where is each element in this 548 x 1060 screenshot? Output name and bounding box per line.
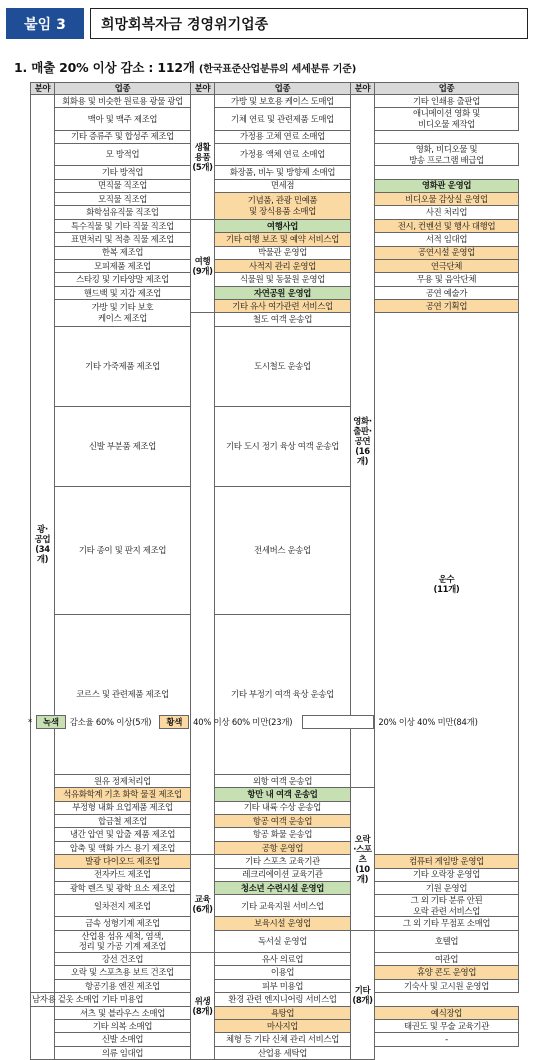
industry-label: 면세점 [270,180,295,191]
category-cell [191,855,215,953]
col-header-industry: 업종 [375,83,519,95]
industry-cell [215,993,351,1006]
table-row [31,881,519,894]
legend-green-swatch: 녹색 [36,715,66,729]
industry-cell [375,1033,519,1046]
col-header-category: 분야 [351,83,375,95]
industry-label: 전시, 컨벤션 및 행사 대행업 [397,220,496,231]
industry-cell [55,300,191,327]
industry-cell [55,108,191,130]
category-cell [191,219,215,313]
industry-label: 서적 임대업 [425,234,468,244]
industry-cell [215,614,351,774]
industry-label: 금속 성형기계 제조업 [85,918,160,929]
industry-label: 자연공원 운영업 [253,287,312,298]
category-label: 오락 [354,834,371,845]
col-header-industry: 업종 [215,83,351,95]
industry-cell [55,979,191,992]
industry-label: 항공 여객 운송업 [252,815,313,826]
industry-label: 기타 부정기 여객 육상 운송업 [231,689,334,700]
industry-label: 가정용 액체 연료 소매업 [240,149,325,160]
table-row [31,855,519,868]
industry-cell [215,979,351,992]
industry-label: 발광 다이오드 제조업 [85,856,160,867]
industry-label: 기타 오락장 운영업 [412,869,481,880]
industry-label: 냉간 압연 및 압출 제품 제조업 [69,829,176,840]
industry-cell [55,881,191,894]
table-row [31,179,519,192]
industry-cell [55,206,191,219]
industry-cell [55,259,191,272]
category-label: (5개) [192,161,213,172]
table-body [31,95,519,1060]
industry-label: 박물관 운영업 [257,247,308,258]
industry-cell [215,788,351,801]
industry-label: 공연시설 운영업 [418,247,475,258]
table-row [31,219,519,232]
industry-cell [215,930,351,952]
industry-label: 그 외 기타 분류 안된 [410,895,483,906]
category-label: 운수 [438,573,455,584]
industry-cell [55,486,191,614]
industry-label: 가방 및 보호용 케이스 도매업 [231,95,334,106]
industry-cell [215,895,351,917]
industry-cell [375,206,519,219]
industry-cell [375,219,519,232]
category-label: ·스포 [353,844,372,855]
industry-cell [55,326,191,406]
industry-label: 핸드백 및 지갑 제조업 [83,287,162,298]
industry-cell [215,1046,351,1059]
category-label: 공업 [34,533,51,544]
industry-cell [215,406,351,486]
legend-orange-text: 40% 이상 60% 미만(23개) [193,717,293,727]
industry-label: 컴퓨터 게임방 운영업 [409,856,484,867]
industry-cell [375,300,519,313]
legend-orange-swatch: 황색 [159,715,189,729]
category-label: (8개) [192,1006,213,1017]
legend-green-text: 감소율 60% 이상(5개) [69,717,152,727]
industry-label: 철도 여객 운송업 [252,314,313,325]
industry-label: 예식장업 [430,1007,463,1018]
industry-cell [375,895,519,917]
category-label: (16개) [355,446,370,467]
category-label: 기타 [354,985,371,996]
industry-cell [215,246,351,259]
industry-cell [215,300,351,313]
industry-cell [215,219,351,232]
industry-cell [215,130,351,143]
header [6,8,528,39]
category-cell [31,1006,55,1060]
industry-label: 비디오물 감상실 운영업 [405,193,488,204]
category-cell [375,313,519,855]
category-label: 츠 [358,854,367,865]
industry-label: 기타 증류주 및 합성주 제조업 [71,131,174,142]
table-row [31,259,519,272]
industry-label: 케이스 제조업 [97,312,148,323]
category-label: 위생 [194,996,211,1007]
industry-cell [215,143,351,165]
category-label: 여행 [194,256,211,267]
industry-cell [215,95,351,108]
industry-label: 모직물 직조업 [97,193,148,204]
industry-cell [375,868,519,881]
industry-cell [215,917,351,930]
industry-label: 남자용 겉옷 소매업 [32,994,100,1005]
industry-label: 기타 인쇄용 출판업 [412,95,481,106]
industry-label: 여행사업 [266,220,299,231]
industry-label: 의류 임대업 [101,1047,144,1058]
industry-cell [55,895,191,917]
industry-cell [215,108,351,130]
industry-label: 산업용 세탁업 [257,1047,308,1058]
industry-label: 그 외 기타 무점포 소매업 [402,918,491,929]
industry-cell [215,166,351,179]
category-label: 용품 [194,151,211,162]
industry-label: 휴양 콘도 운영업 [416,967,477,978]
industry-label: 모피제품 제조업 [94,260,151,271]
industry-cell [215,286,351,299]
industry-label: 영화관 운영업 [421,180,472,191]
category-label: (10개) [355,864,370,885]
table-row [31,286,519,299]
industry-cell [55,1033,191,1046]
industry-cell [55,966,191,979]
category-cell [351,788,375,931]
table-row [31,143,519,165]
industry-cell [375,930,519,952]
industry-label: 석유화학계 기초 화학 물질 제조업 [63,789,182,800]
industry-label: 합금철 제조업 [97,815,148,826]
industry-cell [215,801,351,814]
industry-label: 기타 여행 보조 및 예약 서비스업 [225,234,340,244]
industry-label: 애니메이션 영화 및 [412,108,481,119]
industry-cell [375,1020,519,1033]
industry-label: 기타 교육지원 서비스업 [241,900,324,911]
industry-label: 한복 제조업 [101,247,144,258]
attachment-badge: 붙임 3 [6,8,84,39]
legend-star: * [28,717,32,727]
industry-cell [375,233,519,246]
industry-cell [55,814,191,827]
industry-cell [375,286,519,299]
table-row [31,192,519,205]
table-row [31,966,519,979]
industry-cell [375,273,519,286]
category-label: (8개) [352,995,373,1006]
category-label: 공연 [354,436,371,447]
section-heading [14,58,356,76]
industry-label: 환경 관련 엔지니어링 서비스업 [228,994,337,1005]
industry-label: 및 장식용품 소매업 [248,205,317,216]
industry-cell [375,966,519,979]
industry-label: 유사 의료업 [261,953,304,964]
table-row [31,246,519,259]
industry-label: 산업용 섬유 세척, 염색, [81,930,164,941]
industry-cell [215,774,351,787]
industry-cell [375,143,519,165]
industry-cell [55,273,191,286]
industry-cell [215,192,351,219]
industry-label: 공항 운영업 [261,842,304,853]
category-label: (6개) [192,903,213,914]
industry-label: 원유 정제처리업 [94,775,151,786]
industry-cell [55,143,191,165]
industry-cell [55,219,191,232]
industry-cell [55,868,191,881]
industry-label: 전세버스 운송업 [254,545,311,556]
industry-cell [375,855,519,868]
table-row [31,273,519,286]
industry-cell [55,130,191,143]
col-header-category: 분야 [31,83,55,95]
table-row [31,166,519,179]
industry-label: 기타 방적업 [101,167,144,178]
industry-cell [375,192,519,205]
industry-label: - [445,1034,448,1045]
table-row [31,95,519,108]
table-row [31,1006,519,1019]
legend [28,715,478,729]
industry-cell [55,1046,191,1059]
industry-label: 정리 및 가공 기계 제조업 [78,941,167,952]
category-label: 생활 [194,141,211,152]
industry-label: 가정용 고체 연료 소매업 [240,131,325,142]
industry-cell [215,233,351,246]
category-cell [351,95,375,788]
industry-label: 연극단체 [430,260,463,271]
industry-label: 사적지 관리 운영업 [248,260,317,271]
table-row [31,233,519,246]
industry-label: 강선 건조업 [101,953,144,964]
industry-label: 도시철도 운송업 [254,361,311,372]
industry-cell [215,828,351,841]
industry-cell [55,166,191,179]
table-header-row [31,83,519,95]
industry-cell [55,192,191,205]
industry-label: 사진 처리업 [425,207,468,218]
section-heading-main: 1. 매출 20% 이상 감소 : 112개 [14,60,195,75]
category-cell [191,95,215,220]
industry-label: 기원 운영업 [425,882,468,893]
industry-cell [215,841,351,854]
industry-cell [55,917,191,930]
industry-label: 기숙사 및 고시원 운영업 [404,980,489,991]
legend-white-text: 20% 이상 40% 미만(84개) [378,717,478,727]
table-row [31,930,519,952]
industry-cell [215,868,351,881]
industry-label: 욕탕업 [270,1007,295,1018]
industry-label: 공연 기획업 [425,300,468,311]
industry-cell [215,486,351,614]
industry-cell [55,1020,191,1033]
category-label: 출판· [353,426,372,437]
industry-label: 신발 부분품 제조업 [88,440,157,451]
industry-cell [55,774,191,787]
industry-label: 모 방적업 [105,149,140,160]
industry-cell [215,881,351,894]
industry-cell [55,95,191,108]
industry-cell [375,1006,519,1019]
industry-cell [215,1020,351,1033]
industry-label: 식물원 및 동물원 운영업 [240,274,325,285]
industry-label: 무용 및 음악단체 [416,274,477,285]
industry-label: 방송 프로그램 배급업 [409,154,484,165]
industry-cell [375,979,519,992]
industry-label: 부정형 내화 요업제품 제조업 [72,802,173,813]
industry-label: 기타 의복 소매업 [92,1020,153,1031]
industry-label: 체형 등 기타 신체 관리 서비스업 [225,1034,340,1045]
industry-cell [215,259,351,272]
section-heading-sub: (한국표준산업분류의 세세분류 기준) [198,64,357,75]
category-cell [191,953,215,1060]
industry-label: 기타 미용업 [101,994,144,1005]
category-cell [191,313,215,855]
industry-label: 마사지업 [266,1020,299,1031]
table-row [31,300,519,313]
industry-label: 외항 여객 운송업 [252,775,313,786]
industry-label: 코르스 및 관련제품 제조업 [76,689,169,700]
industry-label: 청소년 수련시설 운영업 [240,882,325,893]
industry-cell [215,855,351,868]
industry-label: 셔츠 및 블라우스 소매업 [80,1007,165,1018]
industry-cell [55,1006,191,1019]
table-row [31,108,519,130]
industry-label: 항만 내 여객 운송업 [247,789,318,800]
industry-label: 회화용 및 비슷한 원료용 광물 광업 [62,95,183,106]
industry-label: 이용업 [270,967,295,978]
legend-white-swatch [302,715,374,729]
col-header-category: 분야 [191,83,215,95]
industry-label: 기타 도시 정기 육상 여객 운송업 [225,440,340,451]
industry-label: 보육시설 운영업 [254,918,311,929]
industry-cell [215,1006,351,1019]
industry-label: 레크리에이션 교육기관 [242,869,323,880]
industry-label: 오락 관련 서비스업 [412,905,481,916]
category-label: 교육 [194,893,211,904]
industry-label: 공연 예술가 [425,287,468,298]
industry-cell [375,179,519,192]
industry-label: 독서실 운영업 [257,936,308,947]
table-row [31,895,519,917]
industry-cell [375,881,519,894]
industry-label: 압축 및 액화 가스 용기 제조업 [69,842,176,853]
table-row [31,917,519,930]
industry-cell [55,614,191,774]
industry-label: 피부 미용업 [261,980,304,991]
industry-cell [55,788,191,801]
category-label: (34개) [35,543,50,564]
industry-cell [215,953,351,966]
industry-cell [215,966,351,979]
industry-cell [55,246,191,259]
industry-cell [375,917,519,930]
industry-cell [55,828,191,841]
industry-label: 오락 및 스포츠용 보트 건조업 [71,967,174,978]
industry-label: 표면처리 및 적층 직물 제조업 [71,234,174,244]
industry-label: 특수직물 및 기타 직물 직조업 [71,220,174,231]
industry-cell [55,930,191,952]
industry-cell [55,855,191,868]
table-row [31,1020,519,1033]
industry-cell [55,841,191,854]
industry-cell [31,993,100,1006]
industry-label: 기타 종이 및 판지 제조업 [78,545,167,556]
industry-cell [215,1033,351,1046]
category-cell [351,930,375,1059]
industry-cell [375,108,519,130]
table-row [31,1033,519,1046]
industry-cell [215,313,351,326]
category-label: (9개) [192,266,213,277]
industry-cell [215,814,351,827]
industry-cell [375,95,519,108]
industry-label: 기체 연료 및 관련제품 도매업 [231,113,334,124]
industry-label: 항공 화물 운송업 [252,829,313,840]
industry-label: 전자카드 제조업 [94,869,151,880]
table-row [31,953,519,966]
table-row [31,979,519,992]
industry-label: 맥아 및 맥주 제조업 [87,113,158,124]
industry-label: 가방 및 기타 보호 [91,302,154,313]
industry-cell [375,246,519,259]
industry-label: 신발 소매업 [101,1034,144,1045]
industry-cell [55,233,191,246]
table-row [31,993,519,1006]
table-row [31,1046,519,1059]
category-label: 광· [37,523,48,534]
industry-cell [55,179,191,192]
industry-label: 기타 스포츠 교육기관 [245,856,320,867]
industry-cell [55,953,191,966]
industry-label: 비디오물 제작업 [418,118,475,129]
industry-label: 여관업 [434,953,459,964]
table-row [31,868,519,881]
industry-label: 태권도 및 무술 교육기관 [404,1020,489,1031]
page-title: 희망회복자금 경영위기업종 [90,8,528,39]
industry-table [30,82,519,1060]
industry-label: 스타킹 및 기타양말 제조업 [76,274,169,285]
industry-label: 기념품, 관광 민예품 [247,195,318,206]
industry-cell [215,179,351,192]
category-cell [31,95,55,993]
industry-label: 기타 내륙 수상 운송업 [243,802,322,813]
industry-cell [375,953,519,966]
industry-cell [215,273,351,286]
industry-cell [55,406,191,486]
industry-label: 기타 가죽제품 제조업 [85,361,160,372]
industry-cell [55,801,191,814]
category-label: (11개) [433,583,460,594]
industry-label: 광학 렌즈 및 광학 요소 제조업 [69,882,176,893]
industry-label: 화학섬유직물 직조업 [86,207,159,218]
industry-label: 화장품, 비누 및 방향제 소매업 [229,167,336,178]
industry-label: 기타 유사 여가관련 서비스업 [232,300,333,311]
industry-label: 호텔업 [434,936,459,947]
industry-label: 영화, 비디오물 및 [415,143,478,154]
industry-label: 면직물 직조업 [97,180,148,191]
industry-cell [55,286,191,299]
industry-label: 일차전지 제조업 [94,900,151,911]
industry-cell [375,259,519,272]
category-label: 영화· [353,416,372,427]
industry-label: 항공기용 엔진 제조업 [85,980,160,991]
col-header-industry: 업종 [55,83,191,95]
industry-cell [215,326,351,406]
table-row [31,130,519,143]
